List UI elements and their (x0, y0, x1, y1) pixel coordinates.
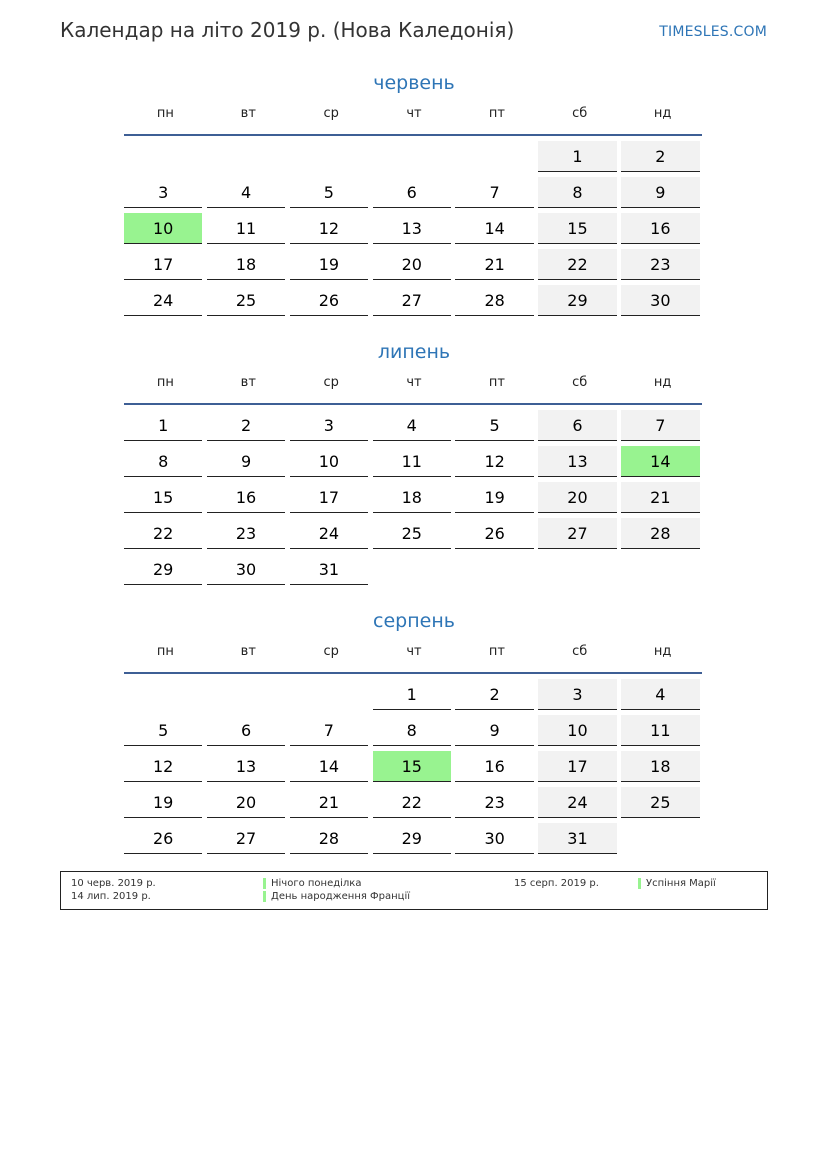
day-cell: 8 (124, 446, 202, 477)
day-cell: 6 (207, 715, 285, 746)
day-cell: 30 (207, 554, 285, 585)
weekday-label: вт (240, 375, 256, 390)
day-cell: 14 (290, 751, 368, 782)
legend-date: 15 серп. 2019 р. (514, 878, 599, 889)
day-cell: 22 (538, 249, 616, 280)
weekday-label: сб (572, 106, 588, 121)
weekday-label: пн (156, 644, 174, 659)
day-cell: 1 (124, 410, 202, 441)
day-cell: 7 (455, 177, 533, 208)
week-row (124, 715, 704, 751)
day-cell: 27 (207, 823, 285, 854)
day-cell: 1 (538, 141, 616, 172)
day-cell: 28 (621, 518, 699, 549)
legend-holiday-name: День народження Франції (271, 891, 411, 902)
day-cell: 11 (373, 446, 451, 477)
day-cell: 16 (455, 751, 533, 782)
day-cell: 6 (373, 177, 451, 208)
month-july (124, 339, 704, 590)
day-cell: 5 (455, 410, 533, 441)
empty-day-cell (207, 141, 285, 172)
day-cell: 9 (455, 715, 533, 746)
day-cell: 30 (455, 823, 533, 854)
weekday-header (124, 644, 704, 668)
month-june (124, 70, 704, 321)
day-cell: 20 (373, 249, 451, 280)
day-cell: 28 (455, 285, 533, 316)
holiday-marker (263, 878, 266, 889)
day-cell: 10 (538, 715, 616, 746)
day-cell: 19 (455, 482, 533, 513)
weekday-label: сб (572, 644, 588, 659)
week-row (124, 249, 704, 285)
empty-day-cell (207, 679, 285, 710)
day-cell: 25 (621, 787, 699, 818)
week-row (124, 285, 704, 321)
day-cell: 16 (621, 213, 699, 244)
day-cell: 3 (290, 410, 368, 441)
legend-date: 14 лип. 2019 р. (71, 891, 151, 902)
day-cell: 5 (290, 177, 368, 208)
empty-day-cell (621, 823, 699, 854)
page-title: Календар на літо 2019 р. (Нова Каледонія) (60, 18, 515, 42)
holiday-day-cell: 10 (124, 213, 202, 244)
holiday-marker (263, 891, 266, 902)
legend-date: 10 черв. 2019 р. (71, 878, 156, 889)
weekday-header (124, 106, 704, 130)
day-cell: 2 (207, 410, 285, 441)
day-cell: 24 (124, 285, 202, 316)
day-cell: 3 (124, 177, 202, 208)
legend-holiday-name: Успіння Марії (646, 878, 716, 889)
day-cell: 26 (124, 823, 202, 854)
day-cell: 21 (621, 482, 699, 513)
day-cell: 9 (621, 177, 699, 208)
day-cell: 22 (373, 787, 451, 818)
day-cell: 29 (124, 554, 202, 585)
week-row (124, 177, 704, 213)
holiday-marker (638, 878, 641, 889)
weekday-label: пт (488, 106, 505, 121)
day-cell: 31 (538, 823, 616, 854)
day-cell: 5 (124, 715, 202, 746)
day-cell: 8 (538, 177, 616, 208)
day-cell: 29 (373, 823, 451, 854)
day-cell: 10 (290, 446, 368, 477)
day-cell: 6 (538, 410, 616, 441)
month-grid (124, 141, 704, 321)
weekday-label: вт (240, 106, 256, 121)
day-cell: 29 (538, 285, 616, 316)
day-cell: 19 (124, 787, 202, 818)
day-cell: 7 (290, 715, 368, 746)
header-divider (124, 134, 702, 136)
day-cell: 18 (207, 249, 285, 280)
day-cell: 13 (538, 446, 616, 477)
day-cell: 4 (373, 410, 451, 441)
day-cell: 22 (124, 518, 202, 549)
week-row (124, 787, 704, 823)
day-cell: 12 (455, 446, 533, 477)
day-cell: 26 (290, 285, 368, 316)
day-cell: 26 (455, 518, 533, 549)
week-row (124, 823, 704, 859)
week-row (124, 482, 704, 518)
header-divider (124, 403, 702, 405)
weekday-label: нд (653, 375, 672, 390)
day-cell: 25 (373, 518, 451, 549)
week-row (124, 554, 704, 590)
empty-day-cell (455, 141, 533, 172)
week-row (124, 679, 704, 715)
day-cell: 24 (290, 518, 368, 549)
weekday-label: нд (653, 644, 672, 659)
week-row (124, 141, 704, 177)
day-cell: 15 (538, 213, 616, 244)
day-cell: 21 (290, 787, 368, 818)
month-grid (124, 679, 704, 859)
day-cell: 17 (538, 751, 616, 782)
empty-day-cell (373, 141, 451, 172)
week-row (124, 213, 704, 249)
legend-holiday-name: Нічого понеділка (271, 878, 362, 889)
weekday-label: ср (323, 644, 339, 659)
day-cell: 24 (538, 787, 616, 818)
weekday-label: пт (488, 644, 505, 659)
day-cell: 1 (373, 679, 451, 710)
day-cell: 27 (373, 285, 451, 316)
day-cell: 18 (373, 482, 451, 513)
weekday-label: ср (323, 106, 339, 121)
day-cell: 2 (455, 679, 533, 710)
day-cell: 4 (621, 679, 699, 710)
day-cell: 11 (621, 715, 699, 746)
day-cell: 13 (373, 213, 451, 244)
week-row (124, 751, 704, 787)
month-title: серпень (373, 610, 455, 632)
month-title: липень (377, 341, 451, 363)
day-cell: 27 (538, 518, 616, 549)
header-divider (124, 672, 702, 674)
day-cell: 23 (455, 787, 533, 818)
brand-link[interactable]: TIMESLES.COM (659, 24, 767, 40)
day-cell: 19 (290, 249, 368, 280)
day-cell: 11 (207, 213, 285, 244)
weekday-label: сб (572, 375, 588, 390)
holiday-legend (60, 871, 768, 910)
empty-day-cell (290, 141, 368, 172)
day-cell: 30 (621, 285, 699, 316)
week-row (124, 410, 704, 446)
day-cell: 28 (290, 823, 368, 854)
weekday-label: нд (653, 106, 672, 121)
empty-day-cell (290, 679, 368, 710)
empty-day-cell (124, 141, 202, 172)
day-cell: 2 (621, 141, 699, 172)
day-cell: 9 (207, 446, 285, 477)
day-cell: 25 (207, 285, 285, 316)
weekday-label: чт (406, 375, 422, 390)
day-cell: 18 (621, 751, 699, 782)
weekday-label: пн (156, 375, 174, 390)
month-title: червень (373, 72, 455, 94)
day-cell: 14 (455, 213, 533, 244)
day-cell: 7 (621, 410, 699, 441)
holiday-day-cell: 15 (373, 751, 451, 782)
weekday-label: пн (156, 106, 174, 121)
day-cell: 20 (538, 482, 616, 513)
day-cell: 20 (207, 787, 285, 818)
weekday-label: чт (406, 106, 422, 121)
month-august (124, 608, 704, 859)
day-cell: 21 (455, 249, 533, 280)
day-cell: 4 (207, 177, 285, 208)
holiday-day-cell: 14 (621, 446, 699, 477)
day-cell: 16 (207, 482, 285, 513)
week-row (124, 518, 704, 554)
weekday-header (124, 375, 704, 399)
day-cell: 17 (124, 249, 202, 280)
day-cell: 17 (290, 482, 368, 513)
week-row (124, 446, 704, 482)
day-cell: 3 (538, 679, 616, 710)
empty-day-cell (621, 554, 699, 585)
day-cell: 8 (373, 715, 451, 746)
weekday-label: вт (240, 644, 256, 659)
day-cell: 12 (124, 751, 202, 782)
day-cell: 23 (207, 518, 285, 549)
day-cell: 23 (621, 249, 699, 280)
month-grid (124, 410, 704, 590)
weekday-label: чт (406, 644, 422, 659)
day-cell: 15 (124, 482, 202, 513)
weekday-label: пт (488, 375, 505, 390)
empty-day-cell (124, 679, 202, 710)
empty-day-cell (455, 554, 533, 585)
day-cell: 31 (290, 554, 368, 585)
day-cell: 13 (207, 751, 285, 782)
empty-day-cell (373, 554, 451, 585)
empty-day-cell (538, 554, 616, 585)
weekday-label: ср (323, 375, 339, 390)
day-cell: 12 (290, 213, 368, 244)
